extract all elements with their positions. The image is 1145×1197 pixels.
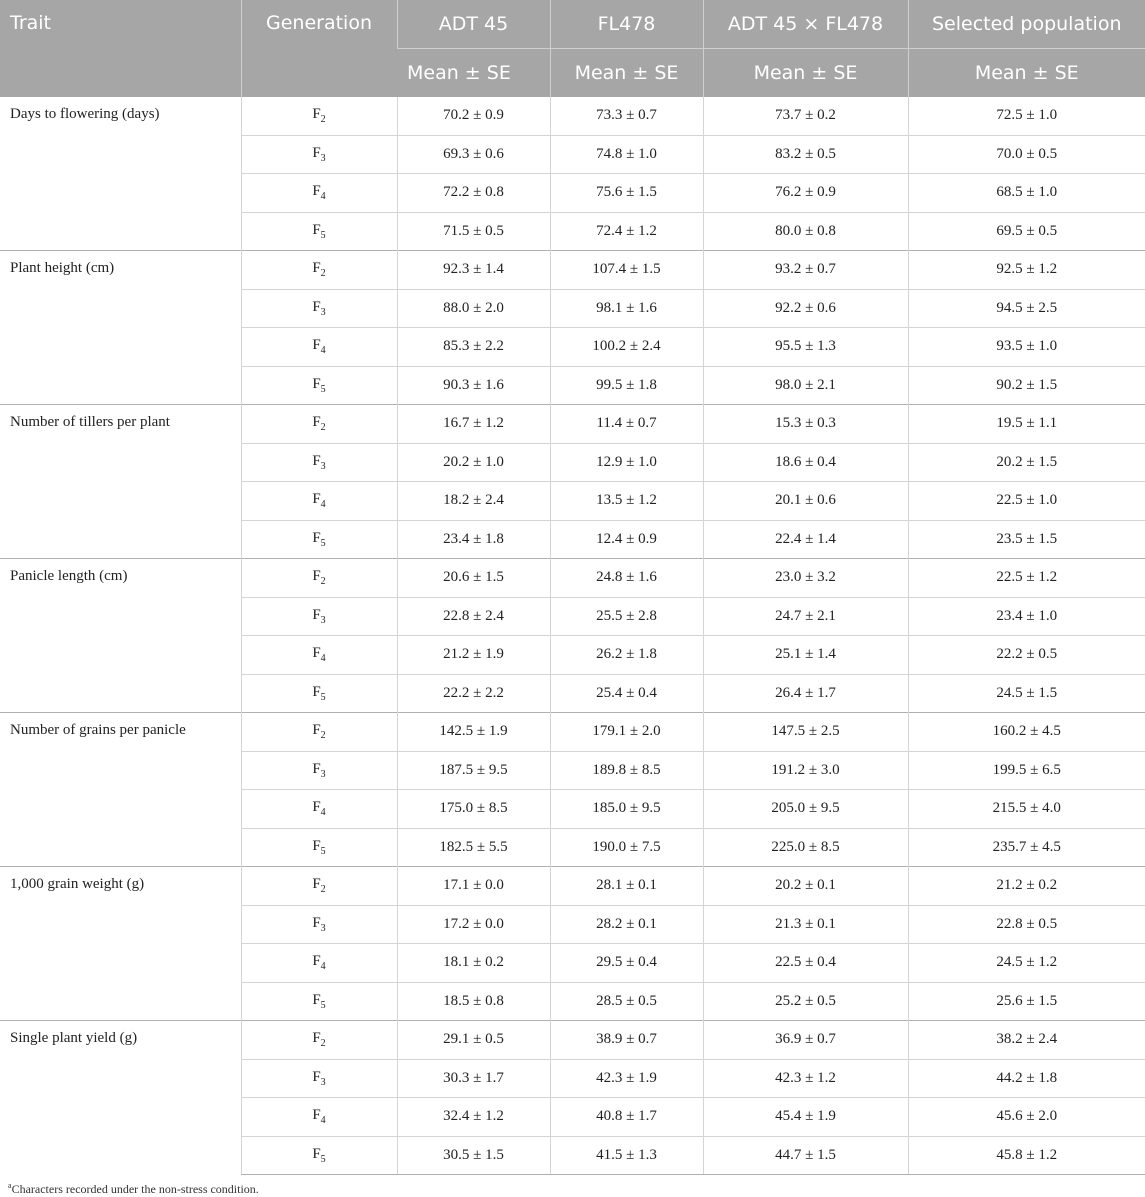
generation-cell: $F_3$ xyxy=(241,1059,397,1098)
header-stat-label: Mean ± SE xyxy=(703,49,908,98)
value-cell: 191.2 ± 3.0 xyxy=(703,751,908,790)
value-cell: 160.2 ± 4.5 xyxy=(908,713,1145,752)
trait-name: Plant height (cm) xyxy=(0,251,241,405)
generation-number: 5 xyxy=(320,383,326,395)
value-cell: 26.2 ± 1.8 xyxy=(550,636,703,675)
generation-number: 3 xyxy=(320,768,326,780)
value-cell: 42.3 ± 1.2 xyxy=(703,1059,908,1098)
value-cell: 190.0 ± 7.5 xyxy=(550,828,703,867)
value-cell: 22.5 ± 1.2 xyxy=(908,559,1145,598)
value-cell: 85.3 ± 2.2 xyxy=(397,328,550,367)
generation-number: 2 xyxy=(320,114,326,126)
value-cell: 18.2 ± 2.4 xyxy=(397,482,550,521)
value-cell: 99.5 ± 1.8 xyxy=(550,366,703,405)
value-cell: 20.6 ± 1.5 xyxy=(397,559,550,598)
value-cell: 44.2 ± 1.8 xyxy=(908,1059,1145,1098)
value-cell: 88.0 ± 2.0 xyxy=(397,289,550,328)
trait-name: Days to flowering (days) xyxy=(10,106,160,122)
generation-cell: $F_5$ xyxy=(241,1136,397,1175)
value-cell: 20.2 ± 0.1 xyxy=(703,867,908,906)
value-cell: 90.3 ± 1.6 xyxy=(397,366,550,405)
value-cell: 72.5 ± 1.0 xyxy=(908,97,1145,135)
value-cell: 187.5 ± 9.5 xyxy=(397,751,550,790)
generation-number: 4 xyxy=(320,499,326,511)
generation-cell: $F_3$ xyxy=(241,751,397,790)
generation-cell: $F_4$ xyxy=(241,174,397,213)
value-cell: 20.2 ± 1.0 xyxy=(397,443,550,482)
generation-number: 5 xyxy=(320,1153,326,1165)
table-row xyxy=(0,251,1145,290)
generation-number: 3 xyxy=(320,1076,326,1088)
footnote-marker: a xyxy=(8,1181,12,1190)
generation-cell: $F_4$ xyxy=(241,482,397,521)
value-cell: 93.5 ± 1.0 xyxy=(908,328,1145,367)
generation-cell: $F_4$ xyxy=(241,1098,397,1137)
generation-number: 2 xyxy=(320,1038,326,1050)
table-row xyxy=(0,559,1145,598)
value-cell: 22.4 ± 1.4 xyxy=(703,520,908,559)
value-cell: 17.1 ± 0.0 xyxy=(397,867,550,906)
trait-name: Number of tillers per plant xyxy=(0,405,241,559)
value-cell: 22.8 ± 2.4 xyxy=(397,597,550,636)
generation-number: 5 xyxy=(320,845,326,857)
generation-number: 5 xyxy=(320,999,326,1011)
generation-cell: $F_2$ xyxy=(241,867,397,906)
value-cell: 22.8 ± 0.5 xyxy=(908,905,1145,944)
generation-number: 3 xyxy=(320,152,326,164)
value-cell: 175.0 ± 8.5 xyxy=(397,790,550,829)
value-cell: 199.5 ± 6.5 xyxy=(908,751,1145,790)
value-cell: 32.4 ± 1.2 xyxy=(397,1098,550,1137)
table-row xyxy=(0,1021,1145,1060)
generation-number: 5 xyxy=(320,537,326,549)
value-cell: 182.5 ± 5.5 xyxy=(397,828,550,867)
value-cell: 205.0 ± 9.5 xyxy=(703,790,908,829)
header-generation: Generation xyxy=(241,0,397,97)
value-cell: 41.5 ± 1.3 xyxy=(550,1136,703,1175)
generation-cell: $F_2$ xyxy=(241,1021,397,1060)
generation-number: 3 xyxy=(320,614,326,626)
value-cell: 69.5 ± 0.5 xyxy=(908,212,1145,251)
generation-cell: $F_3$ xyxy=(241,905,397,944)
value-cell: 72.4 ± 1.2 xyxy=(550,212,703,251)
value-cell: 40.8 ± 1.7 xyxy=(550,1098,703,1137)
generation-cell: $F_3$ xyxy=(241,443,397,482)
value-cell: 100.2 ± 2.4 xyxy=(550,328,703,367)
value-cell: 92.3 ± 1.4 xyxy=(397,251,550,290)
value-cell: 36.9 ± 0.7 xyxy=(703,1021,908,1060)
value-cell: 21.2 ± 1.9 xyxy=(397,636,550,675)
value-cell: 69.3 ± 0.6 xyxy=(397,135,550,174)
generation-number: 4 xyxy=(320,653,326,665)
value-cell: 42.3 ± 1.9 xyxy=(550,1059,703,1098)
value-cell: 21.2 ± 0.2 xyxy=(908,867,1145,906)
generation-cell: $F_5$ xyxy=(241,212,397,251)
value-cell: 94.5 ± 2.5 xyxy=(908,289,1145,328)
value-cell: 73.3 ± 0.7 xyxy=(550,97,703,135)
value-cell: 90.2 ± 1.5 xyxy=(908,366,1145,405)
header-adt45: ADT 45 xyxy=(397,0,550,49)
value-cell: 24.5 ± 1.2 xyxy=(908,944,1145,983)
table-body xyxy=(0,97,1145,1175)
trait-name: 1,000 grain weight (g) xyxy=(0,867,241,1021)
value-cell: 23.0 ± 3.2 xyxy=(703,559,908,598)
value-cell: 18.5 ± 0.8 xyxy=(397,982,550,1021)
value-cell: 92.5 ± 1.2 xyxy=(908,251,1145,290)
generation-cell: $F_2$ xyxy=(241,405,397,444)
header-cross: ADT 45 × FL478 xyxy=(703,0,908,49)
generation-cell: $F_5$ xyxy=(241,366,397,405)
generation-number: 2 xyxy=(320,884,326,896)
generation-cell: $F_5$ xyxy=(241,674,397,713)
generation-cell: $F_2$ xyxy=(241,713,397,752)
value-cell: 185.0 ± 9.5 xyxy=(550,790,703,829)
value-cell: 16.7 ± 1.2 xyxy=(397,405,550,444)
value-cell: 13.5 ± 1.2 xyxy=(550,482,703,521)
value-cell: 22.5 ± 1.0 xyxy=(908,482,1145,521)
value-cell: 179.1 ± 2.0 xyxy=(550,713,703,752)
generation-number: 2 xyxy=(320,730,326,742)
value-cell: 93.2 ± 0.7 xyxy=(703,251,908,290)
value-cell: 30.5 ± 1.5 xyxy=(397,1136,550,1175)
value-cell: 44.7 ± 1.5 xyxy=(703,1136,908,1175)
header-fl478: FL478 xyxy=(550,0,703,49)
generation-number: 5 xyxy=(320,691,326,703)
generation-cell: $F_5$ xyxy=(241,520,397,559)
table-row xyxy=(0,713,1145,752)
value-cell: 28.5 ± 0.5 xyxy=(550,982,703,1021)
generation-cell: $F_2$ xyxy=(241,559,397,598)
generation-number: 4 xyxy=(320,961,326,973)
value-cell: 70.0 ± 0.5 xyxy=(908,135,1145,174)
value-cell: 20.1 ± 0.6 xyxy=(703,482,908,521)
value-cell: 98.0 ± 2.1 xyxy=(703,366,908,405)
generation-number: 4 xyxy=(320,807,326,819)
value-cell: 28.2 ± 0.1 xyxy=(550,905,703,944)
value-cell: 92.2 ± 0.6 xyxy=(703,289,908,328)
generation-cell: $F_4$ xyxy=(241,790,397,829)
value-cell: 225.0 ± 8.5 xyxy=(703,828,908,867)
value-cell: 22.2 ± 2.2 xyxy=(397,674,550,713)
value-cell: 24.8 ± 1.6 xyxy=(550,559,703,598)
generation-cell: $F_3$ xyxy=(241,597,397,636)
value-cell: 23.4 ± 1.8 xyxy=(397,520,550,559)
value-cell: 235.7 ± 4.5 xyxy=(908,828,1145,867)
value-cell: 71.5 ± 0.5 xyxy=(397,212,550,251)
value-cell: 12.4 ± 0.9 xyxy=(550,520,703,559)
table-row xyxy=(0,405,1145,444)
value-cell: 21.3 ± 0.1 xyxy=(703,905,908,944)
generation-cell: $F_2$ xyxy=(241,251,397,290)
value-cell: 25.6 ± 1.5 xyxy=(908,982,1145,1021)
generation-number: 3 xyxy=(320,306,326,318)
generation-number: 3 xyxy=(320,460,326,472)
header-selected-population: Selected population xyxy=(908,0,1145,49)
value-cell: 189.8 ± 8.5 xyxy=(550,751,703,790)
generation-cell: $F_3$ xyxy=(241,135,397,174)
trait-name: Number of grains per panicle xyxy=(0,713,241,867)
footnote-text: Characters recorded under the non-stress condition. xyxy=(11,1182,259,1196)
value-cell: 26.4 ± 1.7 xyxy=(703,674,908,713)
generation-cell: $F_4$ xyxy=(241,944,397,983)
value-cell: 29.5 ± 0.4 xyxy=(550,944,703,983)
value-cell: 147.5 ± 2.5 xyxy=(703,713,908,752)
value-cell: 11.4 ± 0.7 xyxy=(550,405,703,444)
value-cell: 12.9 ± 1.0 xyxy=(550,443,703,482)
value-cell: 28.1 ± 0.1 xyxy=(550,867,703,906)
value-cell: 19.5 ± 1.1 xyxy=(908,405,1145,444)
generation-cell: $F_5$ xyxy=(241,828,397,867)
value-cell: 23.4 ± 1.0 xyxy=(908,597,1145,636)
value-cell: 23.5 ± 1.5 xyxy=(908,520,1145,559)
value-cell: 22.2 ± 0.5 xyxy=(908,636,1145,675)
value-cell: 18.6 ± 0.4 xyxy=(703,443,908,482)
header-trait: Trait xyxy=(0,0,241,97)
value-cell: 20.2 ± 1.5 xyxy=(908,443,1145,482)
value-cell: 25.5 ± 2.8 xyxy=(550,597,703,636)
value-cell: 17.2 ± 0.0 xyxy=(397,905,550,944)
generation-number: 4 xyxy=(320,345,326,357)
value-cell: 15.3 ± 0.3 xyxy=(703,405,908,444)
value-cell: 38.9 ± 0.7 xyxy=(550,1021,703,1060)
value-cell: 98.1 ± 1.6 xyxy=(550,289,703,328)
generation-cell: $F_4$ xyxy=(241,328,397,367)
value-cell: 74.8 ± 1.0 xyxy=(550,135,703,174)
value-cell: 215.5 ± 4.0 xyxy=(908,790,1145,829)
value-cell: 142.5 ± 1.9 xyxy=(397,713,550,752)
value-cell: 95.5 ± 1.3 xyxy=(703,328,908,367)
value-cell: 25.1 ± 1.4 xyxy=(703,636,908,675)
generation-cell: $F_2$ xyxy=(241,97,397,135)
value-cell: 72.2 ± 0.8 xyxy=(397,174,550,213)
value-cell: 83.2 ± 0.5 xyxy=(703,135,908,174)
table-row xyxy=(0,97,1145,135)
header-stat-label: Mean ± SE xyxy=(397,49,550,98)
generation-cell: $F_5$ xyxy=(241,982,397,1021)
value-cell: 30.3 ± 1.7 xyxy=(397,1059,550,1098)
value-cell: 25.4 ± 0.4 xyxy=(550,674,703,713)
value-cell: 22.5 ± 0.4 xyxy=(703,944,908,983)
value-cell: 45.6 ± 2.0 xyxy=(908,1098,1145,1137)
value-cell: 24.7 ± 2.1 xyxy=(703,597,908,636)
value-cell: 25.2 ± 0.5 xyxy=(703,982,908,1021)
generation-number: 2 xyxy=(320,422,326,434)
generation-number: 5 xyxy=(320,229,326,241)
value-cell: 73.7 ± 0.2 xyxy=(703,97,908,135)
value-cell: 70.2 ± 0.9 xyxy=(397,97,550,135)
value-cell: 80.0 ± 0.8 xyxy=(703,212,908,251)
trait-name: Panicle length (cm) xyxy=(0,559,241,713)
header-stat-label: Mean ± SE xyxy=(908,49,1145,98)
value-cell: 107.4 ± 1.5 xyxy=(550,251,703,290)
table-row xyxy=(0,867,1145,906)
generation-number: 2 xyxy=(320,576,326,588)
value-cell: 45.8 ± 1.2 xyxy=(908,1136,1145,1175)
generation-number: 3 xyxy=(320,922,326,934)
generation-number: 2 xyxy=(320,268,326,280)
generation-number: 4 xyxy=(320,191,326,203)
trait-name: Single plant yield (g) xyxy=(0,1021,241,1175)
value-cell: 75.6 ± 1.5 xyxy=(550,174,703,213)
generation-cell: $F_4$ xyxy=(241,636,397,675)
generation-cell: $F_3$ xyxy=(241,289,397,328)
value-cell: 68.5 ± 1.0 xyxy=(908,174,1145,213)
value-cell: 18.1 ± 0.2 xyxy=(397,944,550,983)
value-cell: 38.2 ± 2.4 xyxy=(908,1021,1145,1060)
value-cell: 45.4 ± 1.9 xyxy=(703,1098,908,1137)
value-cell: 76.2 ± 0.9 xyxy=(703,174,908,213)
header-stat-label: Mean ± SE xyxy=(550,49,703,98)
value-cell: 24.5 ± 1.5 xyxy=(908,674,1145,713)
generation-number: 4 xyxy=(320,1115,326,1127)
value-cell: 29.1 ± 0.5 xyxy=(397,1021,550,1060)
